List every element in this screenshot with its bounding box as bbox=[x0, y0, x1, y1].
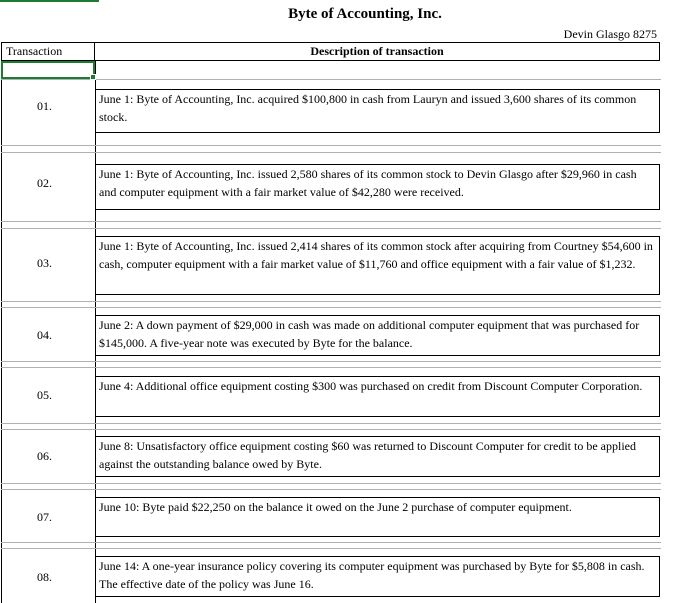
transaction-description[interactable]: June 10: Byte paid $22,250 on the balance it owed on the June 2 purchase of computer equipment. bbox=[95, 497, 660, 537]
gridline bbox=[1, 301, 661, 302]
transaction-description[interactable]: June 14: A one-year insurance policy covering its computer equipment was purchased by Byte for $5,808 in cash. The effective date of the policy was June 16. bbox=[95, 556, 660, 597]
transaction-number: 08. bbox=[37, 570, 52, 584]
transaction-description[interactable]: June 2: A down payment of $29,000 in cash was made on additional computer equipment that was purchased for $145,000. A five-year note was executed by Byte for the balance. bbox=[95, 315, 660, 356]
gridline bbox=[1, 228, 661, 229]
transaction-description[interactable]: June 4: Additional office equipment costing $300 was purchased on credit from Discount Computer Corporation. bbox=[95, 376, 660, 417]
transaction-number: 03. bbox=[37, 256, 52, 270]
active-cell-selection[interactable] bbox=[1, 61, 95, 79]
transaction-number: 04. bbox=[37, 328, 52, 342]
transaction-number: 02. bbox=[37, 176, 52, 190]
top-selection-bar bbox=[0, 0, 99, 2]
transaction-description[interactable]: June 8: Unsatisfactory office equipment costing $60 was returned to Discount Computer for credit to be applied against the outstanding balance owed by Byte. bbox=[95, 436, 660, 477]
gridline bbox=[1, 307, 661, 308]
gridline bbox=[1, 79, 661, 80]
header-transaction: Transaction bbox=[1, 42, 95, 61]
gridline bbox=[1, 145, 661, 146]
gridline bbox=[1, 548, 661, 549]
gridline bbox=[1, 367, 661, 368]
fill-handle[interactable] bbox=[90, 74, 96, 80]
gridline bbox=[1, 542, 661, 543]
transaction-description[interactable]: June 1: Byte of Accounting, Inc. acquired $100,800 in cash from Lauryn and issued 3,600 shares of its common stock. bbox=[95, 89, 660, 133]
header-description: Description of transaction bbox=[95, 42, 660, 61]
gridline bbox=[1, 361, 661, 362]
gridline bbox=[1, 221, 661, 222]
transaction-number: 06. bbox=[37, 449, 52, 463]
author-label: Devin Glasgo 8275 bbox=[563, 27, 657, 41]
page-title: Byte of Accounting, Inc. bbox=[288, 6, 442, 22]
transaction-number: 01. bbox=[37, 99, 52, 113]
gridline bbox=[1, 152, 661, 153]
gridline bbox=[1, 429, 661, 430]
gridline bbox=[1, 423, 661, 424]
transaction-description[interactable]: June 1: Byte of Accounting, Inc. issued 2,414 shares of its common stock after acquiring from Courtney $54,600 in cash, computer equipment with a fair market value of $11,760 and office equipment with a fair value of $1,232. bbox=[95, 236, 660, 295]
gridline bbox=[1, 489, 661, 490]
transaction-number: 07. bbox=[37, 510, 52, 524]
gridline bbox=[1, 483, 661, 484]
transaction-description[interactable]: June 1: Byte of Accounting, Inc. issued 2,580 shares of its common stock to Devin Glasgo after $29,960 in cash and computer equipment with a fair market value of $42,280 were received. bbox=[95, 164, 660, 210]
transaction-number: 05. bbox=[37, 388, 52, 402]
left-column-border bbox=[1, 61, 2, 603]
